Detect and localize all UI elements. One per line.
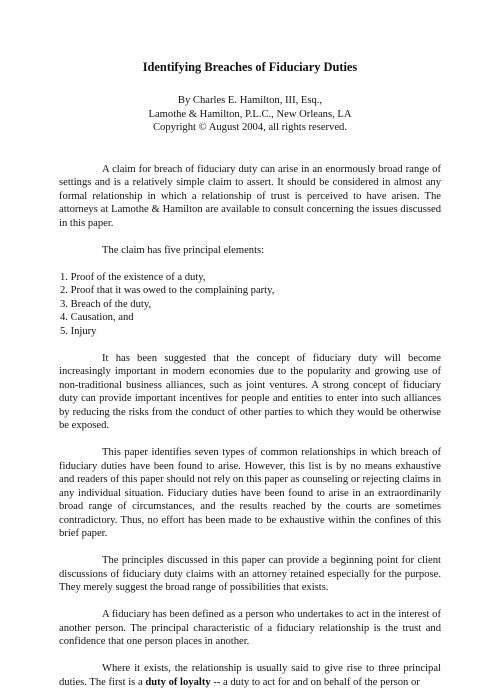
duties-text-start: Where it exists, the relationship is usually said to give rise to three principal duties. The first is a: [59, 663, 441, 688]
byline-firm: Lamothe & Hamilton, P.L.C., New Orleans, LA: [148, 108, 352, 120]
paragraph-principles: The principles discussed in this paper can provide a beginning point for client discussions of fiduciary duty claims with an attorney retained especially for the purpose. They merely suggest the broad range of possibilities that exists.: [59, 555, 441, 593]
list-item: 1. Proof of the existence of a duty,: [60, 271, 206, 283]
paragraph-alliances: It has been suggested that the concept of fiduciary duty will become increasingly important in modern economies due to the popularity and growing use of non-traditional business alliances, such as joint ventures. A strong concept of fiduciary duty can provide important incentives for people and entities to enter into such alliances by reducing the risks from the conduct of other parties to which they would be otherwise be exposed.: [59, 352, 441, 431]
duties-text-end: -- a duty to act for and on behalf of the person or: [210, 676, 420, 688]
list-item: 4. Causation, and: [60, 312, 134, 323]
list-item: 5. Injury: [60, 325, 97, 337]
paragraph-duties: [59, 662, 441, 689]
document-title: Identifying Breaches of Fiduciary Duties: [142, 60, 358, 74]
byline-author: By Charles E. Hamilton, III, Esq.,: [177, 95, 323, 106]
paragraph-relationships: This paper identifies seven types of common relationships in which breach of fiduciary duties have been found to arise. However, this list is by no means exhaustive and readers of this paper should not rely on this paper as counseling or rejecting claims in any individual situation. Fiduciary duties have been found to arise in an extraordinarily broad range of circumstances, and the results reached by the courts are sometimes contradictory. Thus, no effort has been made to be exhaustive within the confines of this brief paper.: [59, 447, 441, 539]
elements-list: [59, 271, 441, 339]
list-item: 2. Proof that it was owed to the complaining party,: [60, 285, 275, 296]
paragraph-intro: A claim for breach of fiduciary duty can arise in an enormously broad range of settings and is a relatively simple claim to assert. It should be considered in almost any formal relationship in which a relationship of trust is perceived to have arisen. The attorneys at Lamothe & Hamilton are available to consult concerning the issues discussed in this paper.: [59, 163, 441, 229]
list-item: 3. Breach of the duty,: [60, 298, 152, 310]
byline: [59, 94, 441, 135]
byline-copyright: Copyright © August 2004, all rights reserved.: [152, 122, 347, 133]
paragraph-definition: A fiduciary has been defined as a person who undertakes to act in the interest of another person. The principal characteristic of a fiduciary relationship is the trust and confidence that one person places in another.: [59, 609, 441, 647]
duty-of-loyalty-term: duty of loyalty: [145, 676, 211, 688]
paragraph-elements-lead: The claim has five principal elements:: [102, 244, 265, 256]
